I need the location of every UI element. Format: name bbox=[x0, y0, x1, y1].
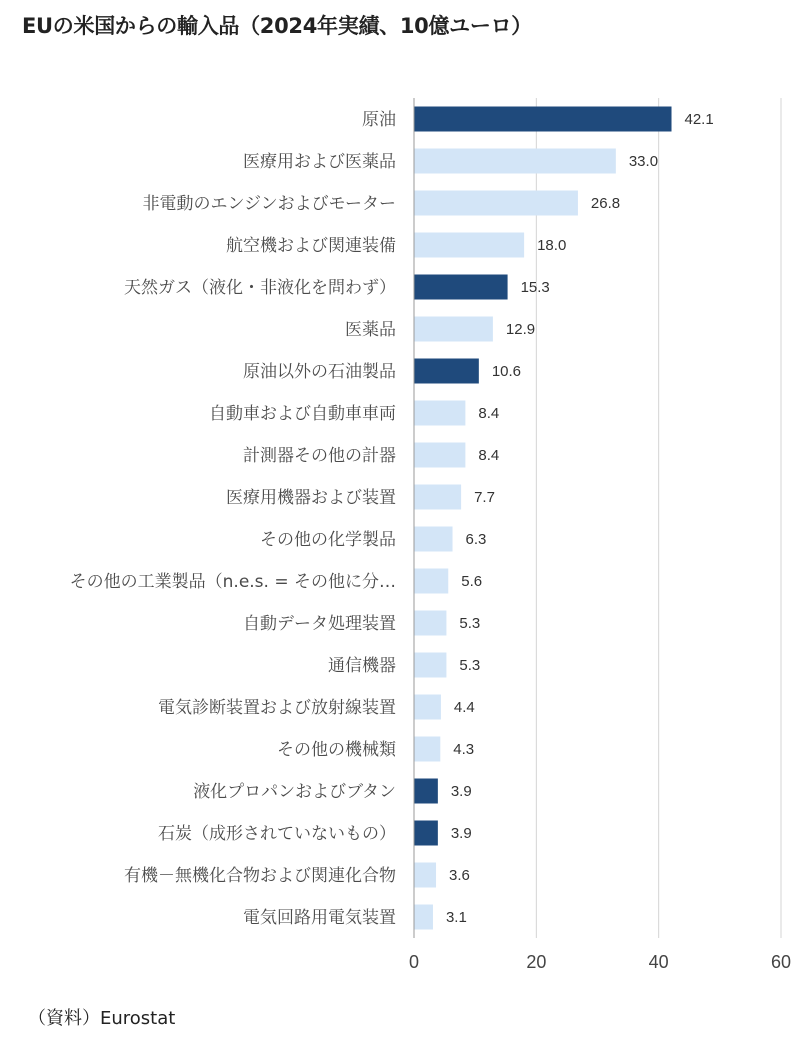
category-label: その他の機械類 bbox=[277, 740, 396, 760]
bars bbox=[415, 107, 672, 930]
category-label: 通信機器 bbox=[328, 656, 396, 676]
bar bbox=[415, 275, 508, 300]
x-tick-label: 20 bbox=[526, 952, 547, 972]
data-label: 5.3 bbox=[459, 657, 481, 674]
bar bbox=[415, 485, 462, 510]
category-label: 自動車および自動車車両 bbox=[209, 404, 396, 424]
data-label: 4.4 bbox=[453, 699, 475, 716]
bar bbox=[415, 233, 525, 258]
bar bbox=[415, 527, 453, 552]
x-tick-label: 60 bbox=[770, 952, 792, 972]
category-label: 計測器その他の計器 bbox=[243, 446, 396, 466]
source-note: （資料）Eurostat bbox=[28, 1008, 176, 1029]
data-label: 18.0 bbox=[537, 237, 567, 254]
data-label: 10.6 bbox=[491, 363, 522, 380]
category-label: 石炭（成形されていないもの） bbox=[158, 824, 396, 844]
gridlines bbox=[414, 98, 781, 938]
data-label: 6.3 bbox=[465, 531, 487, 548]
category-label: 医療用および医薬品 bbox=[243, 152, 396, 172]
category-label: 医薬品 bbox=[345, 320, 396, 340]
category-labels bbox=[70, 110, 396, 928]
bar bbox=[415, 443, 466, 468]
data-label: 3.1 bbox=[445, 909, 467, 926]
bar bbox=[415, 611, 447, 636]
bar bbox=[415, 401, 466, 426]
bar bbox=[415, 569, 449, 594]
category-label: 自動データ処理装置 bbox=[243, 614, 396, 634]
data-label: 26.8 bbox=[590, 195, 621, 212]
data-label: 42.1 bbox=[684, 111, 714, 128]
bar bbox=[415, 149, 616, 174]
data-label: 5.3 bbox=[459, 615, 481, 632]
data-label: 12.9 bbox=[505, 321, 536, 338]
bar bbox=[415, 863, 437, 888]
bar bbox=[415, 653, 447, 678]
bar bbox=[415, 779, 438, 804]
data-label: 7.7 bbox=[474, 489, 495, 506]
bar bbox=[415, 905, 433, 930]
category-label: 原油 bbox=[362, 110, 396, 130]
data-label: 15.3 bbox=[520, 279, 550, 296]
data-label: 5.6 bbox=[461, 573, 483, 590]
category-label: 有機－無機化合物および関連化合物 bbox=[124, 866, 396, 886]
category-label: 液化プロパンおよびブタン bbox=[193, 782, 396, 802]
bar bbox=[415, 317, 493, 342]
category-label: 電気診断装置および放射線装置 bbox=[158, 698, 396, 718]
data-label: 3.9 bbox=[450, 783, 472, 800]
category-label: 電気回路用電気装置 bbox=[243, 908, 396, 928]
category-label: 原油以外の石油製品 bbox=[243, 362, 396, 382]
chart-title: EUの米国からの輸入品（2024年実績、10億ユーロ） bbox=[22, 14, 532, 38]
category-label: 航空機および関連装備 bbox=[226, 236, 396, 256]
category-label: 非電動のエンジンおよびモーター bbox=[142, 194, 396, 214]
bar bbox=[415, 191, 578, 216]
data-label: 8.4 bbox=[478, 405, 500, 422]
data-label: 33.0 bbox=[628, 153, 659, 170]
bar bbox=[415, 107, 672, 132]
data-label: 4.3 bbox=[453, 741, 475, 758]
data-label: 8.4 bbox=[478, 447, 500, 464]
data-label: 3.9 bbox=[450, 825, 472, 842]
data-label: 3.6 bbox=[449, 867, 470, 884]
bar bbox=[415, 359, 479, 384]
bar bbox=[415, 821, 438, 846]
category-label: その他の工業製品（n.e.s. = その他に分… bbox=[69, 572, 396, 592]
category-label: その他の化学製品 bbox=[260, 530, 396, 550]
x-tick-label: 0 bbox=[408, 952, 420, 972]
bar bbox=[415, 695, 441, 720]
bar bbox=[415, 737, 441, 762]
x-tick-label: 40 bbox=[648, 952, 669, 972]
category-label: 天然ガス（液化・非液化を問わず） bbox=[124, 278, 396, 298]
x-axis-ticks bbox=[409, 952, 791, 972]
category-label: 医療用機器および装置 bbox=[226, 488, 396, 508]
